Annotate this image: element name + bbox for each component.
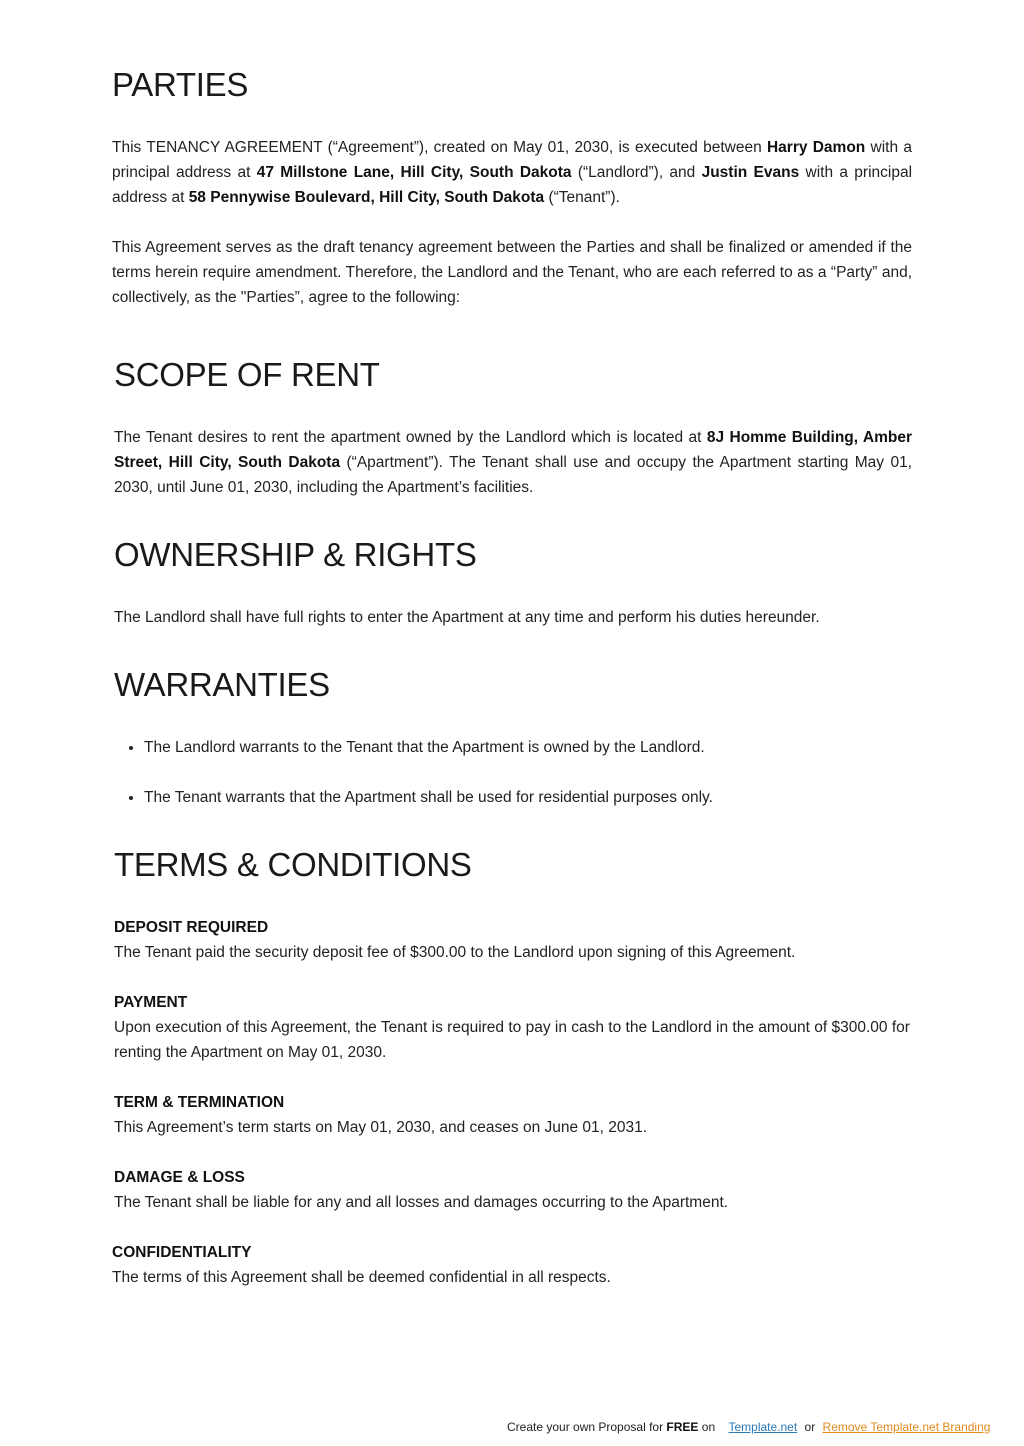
ownership-paragraph: The Landlord shall have full rights to enter the Apartment at any time and perform his duties hereunder. — [114, 609, 820, 626]
parties-text-2: with a principal address at — [112, 139, 912, 181]
scope-text-1: The Tenant desires to rent the apartment owned by the Landlord which is located at — [114, 429, 707, 446]
footer-or: or — [804, 1420, 816, 1434]
remove-branding-link[interactable]: Remove Template.net Branding — [822, 1420, 991, 1434]
landlord-address: 47 Millstone Lane, Hill City, South Dakota — [256, 164, 572, 181]
warranties-list — [112, 735, 914, 810]
scope-text-2: (“Apartment”). The Tenant shall use and occupy the Apartment starting May 01, 2030, until June 01, 2030, including the Apartment’s facilities. — [114, 454, 912, 496]
parties-text-5: (“Tenant”). — [544, 189, 620, 206]
tenant-address: 58 Pennywise Boulevard, Hill City, South Dakota — [188, 189, 545, 206]
payment-title: PAYMENT — [114, 994, 188, 1011]
list-item: • The Tenant warrants that the Apartment shall be used for residential purposes only. — [144, 785, 914, 810]
deposit-title: DEPOSIT REQUIRED — [114, 919, 269, 936]
term-termination-title: TERM & TERMINATION — [114, 1094, 285, 1111]
tenant-name: Justin Evans — [701, 164, 800, 181]
term-termination-text: This Agreement’s term starts on May 01, 2030, and ceases on June 01, 2031. — [114, 1119, 648, 1136]
confidentiality-title: CONFIDENTIALITY — [112, 1244, 252, 1261]
apartment-address: 8J Homme Building, Amber Street, Hill City, South Dakota — [114, 429, 912, 471]
footer-branding — [507, 1419, 990, 1435]
damage-loss-text: The Tenant shall be liable for any and all losses and damages occurring to the Apartment. — [114, 1194, 729, 1211]
list-item: • The Landlord warrants to the Tenant that the Apartment is owned by the Landlord. — [144, 735, 914, 760]
parties-text-4: with a principal address at — [112, 164, 913, 206]
scope-paragraph — [114, 425, 912, 500]
payment-text: Upon execution of this Agreement, the Tenant is required to pay in cash to the Landlord in the amount of $300.00 for renting the Apartment on May 01, 2030. — [114, 1019, 910, 1061]
parties-text-1: This TENANCY AGREEMENT (“Agreement”), created on May 01, 2030, is executed between — [112, 139, 767, 156]
heading-terms-conditions: TERMS & CONDITIONS — [114, 846, 472, 883]
footer-on: on — [698, 1420, 716, 1434]
footer-prefix: Create your own Proposal for — [507, 1420, 667, 1434]
damage-loss-title: DAMAGE & LOSS — [114, 1169, 245, 1186]
parties-text-3: (“Landlord”), and — [571, 164, 702, 181]
template-net-link[interactable]: Template.net — [728, 1420, 798, 1434]
footer-free: FREE — [666, 1420, 699, 1434]
heading-scope-of-rent: SCOPE OF RENT — [114, 356, 380, 393]
parties-paragraph-2: This Agreement serves as the draft tenancy agreement between the Parties and shall be finalized or amended if the terms herein require amendment. Therefore, the Landlord and the Tenant, who are each referred to as a “Party” and, collectively, as the "Parties”, agree to the following: — [112, 239, 912, 306]
heading-parties: PARTIES — [112, 66, 249, 103]
heading-ownership-rights: OWNERSHIP & RIGHTS — [114, 536, 477, 573]
heading-warranties: WARRANTIES — [114, 666, 330, 703]
landlord-name: Harry Damon — [766, 139, 866, 156]
deposit-text: The Tenant paid the security deposit fee of $300.00 to the Landlord upon signing of this Agreement. — [114, 944, 796, 961]
parties-paragraph-1 — [112, 135, 912, 210]
confidentiality-text: The terms of this Agreement shall be deemed confidential in all respects. — [112, 1269, 611, 1286]
